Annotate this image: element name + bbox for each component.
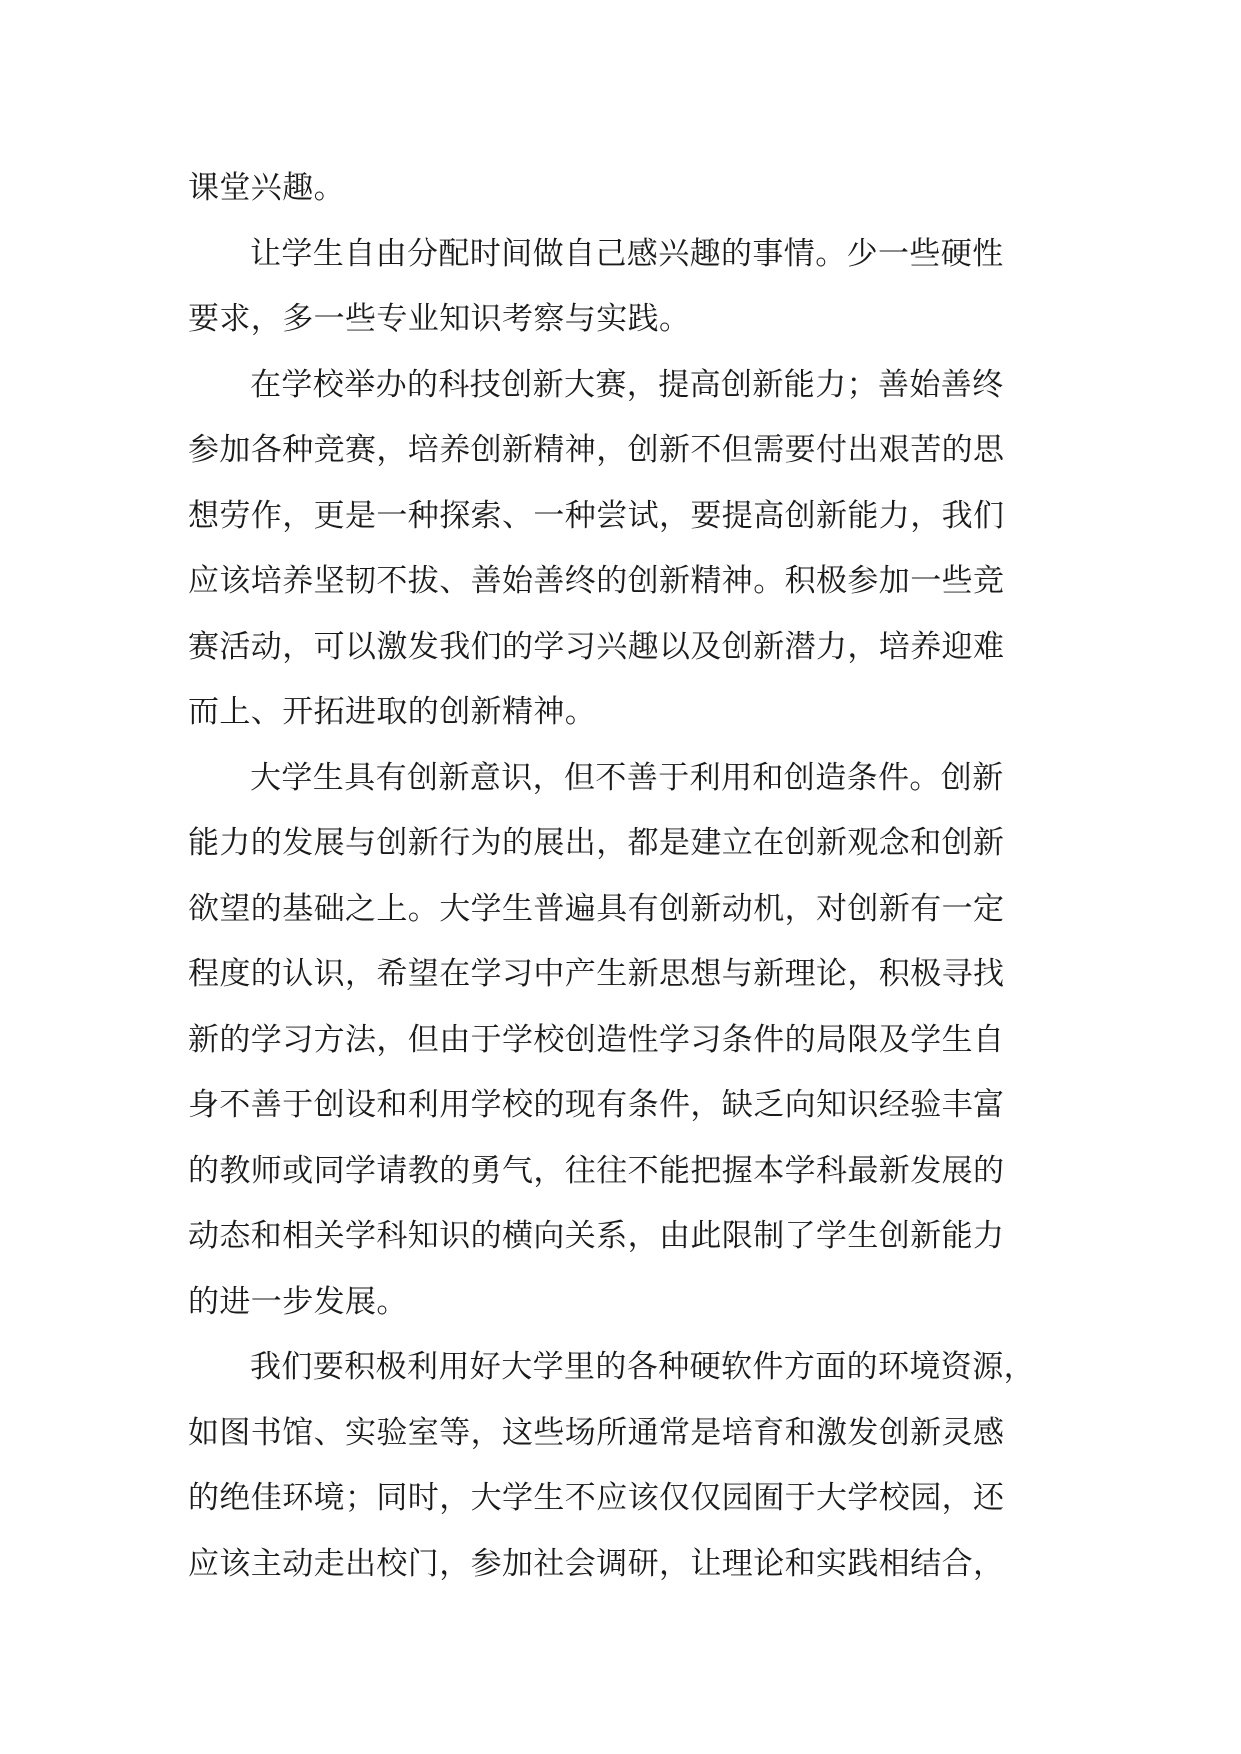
text-line: 应该培养坚韧不拔、善始善终的创新精神。积极参加一些竞 xyxy=(188,563,1005,599)
text-line: 赛活动，可以激发我们的学习兴趣以及创新潜力，培养迎难 xyxy=(188,628,1005,665)
text-line: 的进一步发展。 xyxy=(188,1283,408,1320)
text-line: 欲望的基础之上。大学生普遍具有创新动机，对创新有一定 xyxy=(188,890,1005,927)
text-line: 而上、开拓进取的创新精神。 xyxy=(188,694,597,730)
paragraph-2 xyxy=(188,222,1061,353)
text-line: 参加各种竞赛，培养创新精神，创新不但需要付出艰苦的思 xyxy=(188,432,1005,468)
text-line: 的绝佳环境；同时，大学生不应该仅仅园囿于大学校园，还 xyxy=(188,1480,1005,1516)
text-line: 要求，多一些专业知识考察与实践。 xyxy=(188,301,691,337)
paragraph-1 xyxy=(188,156,1061,222)
text-line: 想劳作，更是一种探索、一种尝试，要提高创新能力，我们 xyxy=(188,497,1005,534)
text-line: 动态和相关学科知识的横向关系，由此限制了学生创新能力 xyxy=(188,1218,1005,1254)
paragraph-4 xyxy=(188,746,1061,1336)
text-line: 我们要积极利用好大学里的各种硬软件方面的环境资源， xyxy=(250,1349,1035,1385)
text-line: 身不善于创设和利用学校的现有条件，缺乏向知识经验丰富 xyxy=(188,1087,1005,1123)
text-line: 让学生自由分配时间做自己感兴趣的事情。少一些硬性 xyxy=(250,235,1004,272)
text-line: 在学校举办的科技创新大赛，提高创新能力；善始善终 xyxy=(250,366,1004,403)
text-line: 能力的发展与创新行为的展出，都是建立在创新观念和创新 xyxy=(188,825,1005,861)
text-line: 的教师或同学请教的勇气，往往不能把握本学科最新发展的 xyxy=(188,1152,1005,1189)
text-line: 应该主动走出校门，参加社会调研，让理论和实践相结合， xyxy=(188,1545,1005,1582)
text-line: 大学生具有创新意识，但不善于利用和创造条件。创新 xyxy=(250,759,1004,796)
text-line: 如图书馆、实验室等，这些场所通常是培育和激发创新灵感 xyxy=(188,1414,1005,1451)
paragraph-5 xyxy=(188,1335,1061,1597)
text-line: 新的学习方法，但由于学校创造性学习条件的局限及学生自 xyxy=(188,1021,1005,1058)
document-body xyxy=(188,156,1061,1597)
text-line: 程度的认识，希望在学习中产生新思想与新理论，积极寻找 xyxy=(188,956,1005,992)
text-line: 课堂兴趣。 xyxy=(188,170,345,206)
paragraph-3 xyxy=(188,353,1061,746)
